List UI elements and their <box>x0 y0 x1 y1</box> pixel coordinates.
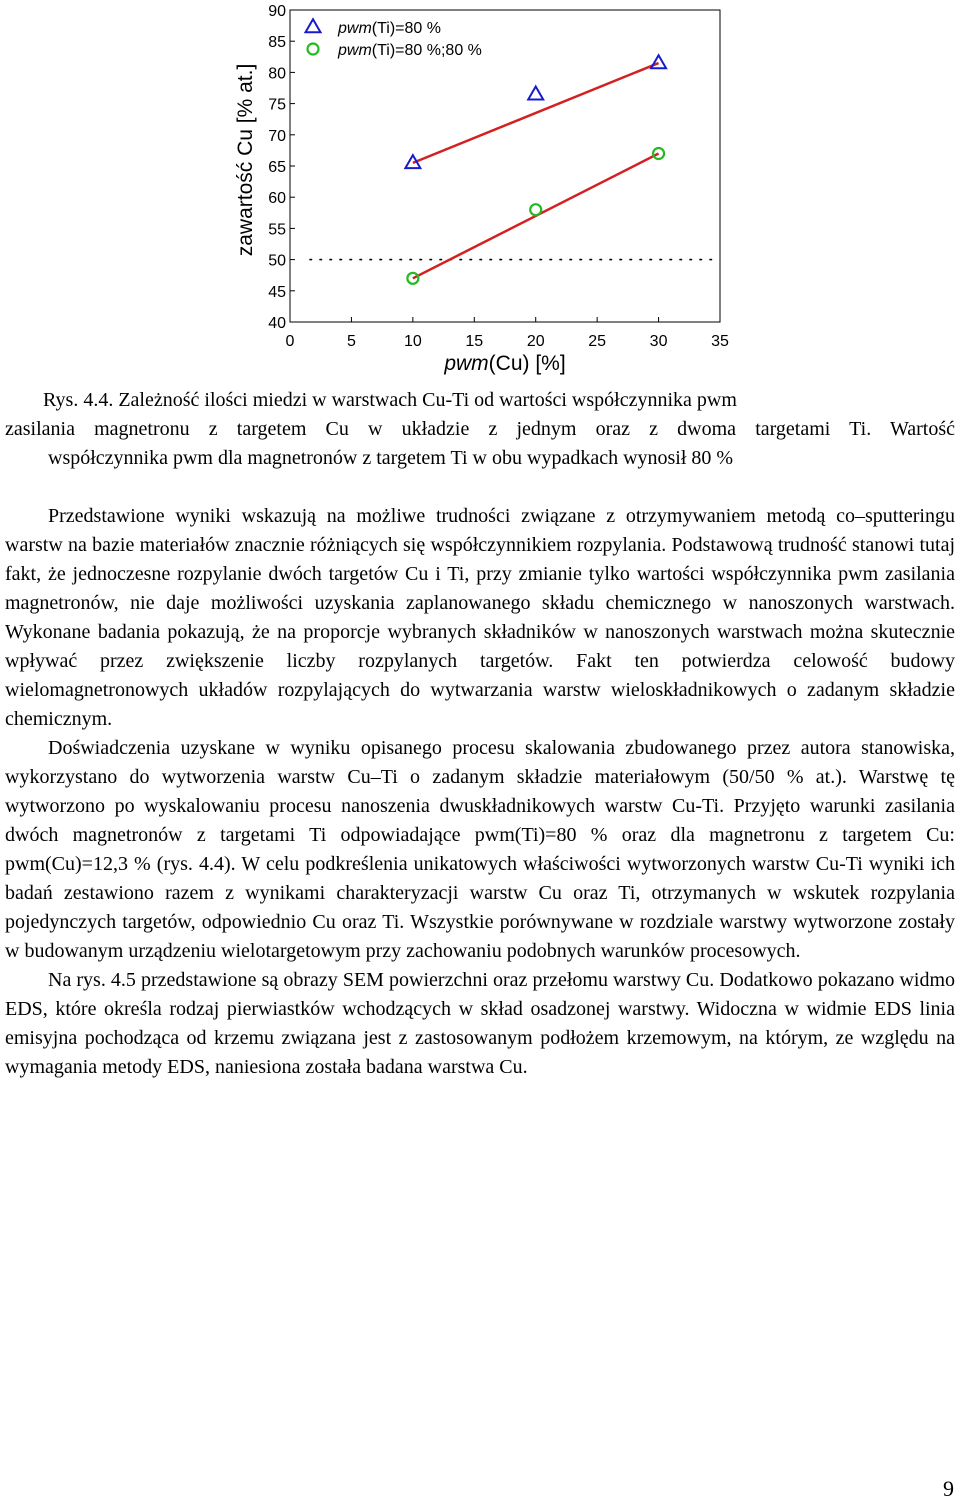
y-tick-label: 50 <box>268 252 286 270</box>
paragraph: Przedstawione wyniki wskazują na możliwe trudności związane z otrzymywaniem metodą co–sputteringu warstw na bazie materiałów znacznie różniących się współczynnikiem rozpylania. Podstawową trudność stanowi tutaj fakt, że jednoczesne rozpylanie dwóch targetów Cu i Ti, przy zmianie tylko wartości współczynnika pwm zasilania magnetronów, nie daje możliwości uzyskania zaplanowanego składu chemicznego w nanoszonych warstwach. Wykonane badania pokazują, że na proporcje wybranych składników w nanoszonych warstwach można skutecznie wpływać przez zwiększenie liczby rozpylanych targetów. Fakt ten potwierdza celowość budowy wielomagnetronowych układów rozpylających do wytwarzania warstw wieloskładnikowych o zadanym składzie chemicznym. <box>5 505 955 730</box>
chart-svg <box>0 0 960 380</box>
x-tick-label: 5 <box>346 333 356 350</box>
x-axis-label-rest: (Cu) [%] <box>488 352 566 375</box>
y-tick-label: 60 <box>268 190 286 208</box>
legend-marker-circle <box>308 44 319 55</box>
body-text <box>5 502 955 1082</box>
caption-line-2: zasilania magnetronu z targetem Cu w układzie z jednym oraz z dwoma targetami Ti. Wartość <box>5 418 955 440</box>
legend-label-italic: pwm <box>338 42 372 59</box>
page-number: 9 <box>943 1476 954 1501</box>
legend-label-rest: (Ti)=80 % <box>371 20 441 37</box>
x-axis-label <box>443 352 565 375</box>
x-tick-label: 25 <box>588 333 607 350</box>
legend-label-italic: pwm <box>338 20 372 37</box>
x-tick-label: 35 <box>711 333 729 350</box>
fit-line <box>413 63 659 163</box>
x-tick-label: 15 <box>465 333 484 350</box>
x-tick-label: 30 <box>649 333 668 350</box>
data-point-triangle <box>528 86 543 99</box>
y-tick-label: 90 <box>268 3 286 20</box>
y-tick-label: 65 <box>268 159 286 176</box>
y-tick-label: 85 <box>268 34 286 52</box>
legend-label <box>337 42 482 59</box>
x-axis-label-italic: pwm <box>444 352 489 375</box>
y-tick-label: 75 <box>268 96 286 114</box>
legend-label-rest: (Ti)=80 %;80 % <box>371 42 482 59</box>
paragraph: Doświadczenia uzyskane w wyniku opisanego procesu skalowania zbudowanego przez autora stanowiska, wykorzystano do wytworzenia warstw Cu–Ti o zadanym składzie materiałowym (50/50 % at.). Warstwę tę wytworzono po wyskalowaniu procesu nanoszenia dwuskładnikowych warstw Cu-Ti. Przyjęto warunki zasilania dwóch magnetronów z targetami Ti odpowiadające pwm(Ti)=80 % oraz dla magnetronu z targetem Cu: pwm(Cu)=12,3 % (rys. 4.4). W celu podkreślenia unikatowych właściwości wytworzonych warstw Cu-Ti wyniki ich badań zestawiono razem z wynikami charakteryzacji warstw Cu oraz Ti, otrzymanych w wskutek rozpylania pojedynczych targetów, odpowiednio Cu oraz Ti. Wszystkie porównywane w rozdziale warstwy wytworzone zostały w budowanym urządzeniu wielotargetowym przy zachowaniu podobnych warunków procesowych. <box>5 737 955 962</box>
data-point-triangle <box>651 55 666 68</box>
y-tick-label: 45 <box>268 283 286 301</box>
legend-label <box>337 20 441 37</box>
figure-caption <box>5 386 955 473</box>
figure-chart <box>0 0 960 380</box>
y-tick-label: 55 <box>268 221 286 239</box>
y-tick-label: 70 <box>268 127 286 145</box>
paragraph: Na rys. 4.5 przedstawione są obrazy SEM powierzchni oraz przełomu warstwy Cu. Dodatkowo pokazano widmo EDS, które określa rodzaj pierwiastków wchodzących w skład osadzonej warstwy. Widoczna w widmie EDS linia emisyjna pochodząca od krzemu związana jest z zastosowanym podłożem krzemowym, na którym, ze względu na wymagania metody EDS, naniesiona została badana warstwa Cu. <box>5 969 955 1078</box>
y-tick-label: 40 <box>268 315 286 332</box>
x-tick-label: 20 <box>526 333 545 350</box>
y-axis-label: zawartość Cu [% at.] <box>234 63 257 257</box>
y-tick-label: 80 <box>268 65 286 83</box>
x-tick-label: 0 <box>285 333 295 350</box>
caption-line-1: Rys. 4.4. Zależność ilości miedzi w warstwach Cu-Ti od wartości współczynnika pwm <box>43 389 737 411</box>
caption-line-3: współczynnika pwm dla magnetronów z targetem Ti w obu wypadkach wynosił 80 % <box>48 447 734 469</box>
legend-marker-triangle <box>306 19 321 32</box>
x-tick-label: 10 <box>403 333 422 350</box>
data-point-circle <box>530 204 541 215</box>
